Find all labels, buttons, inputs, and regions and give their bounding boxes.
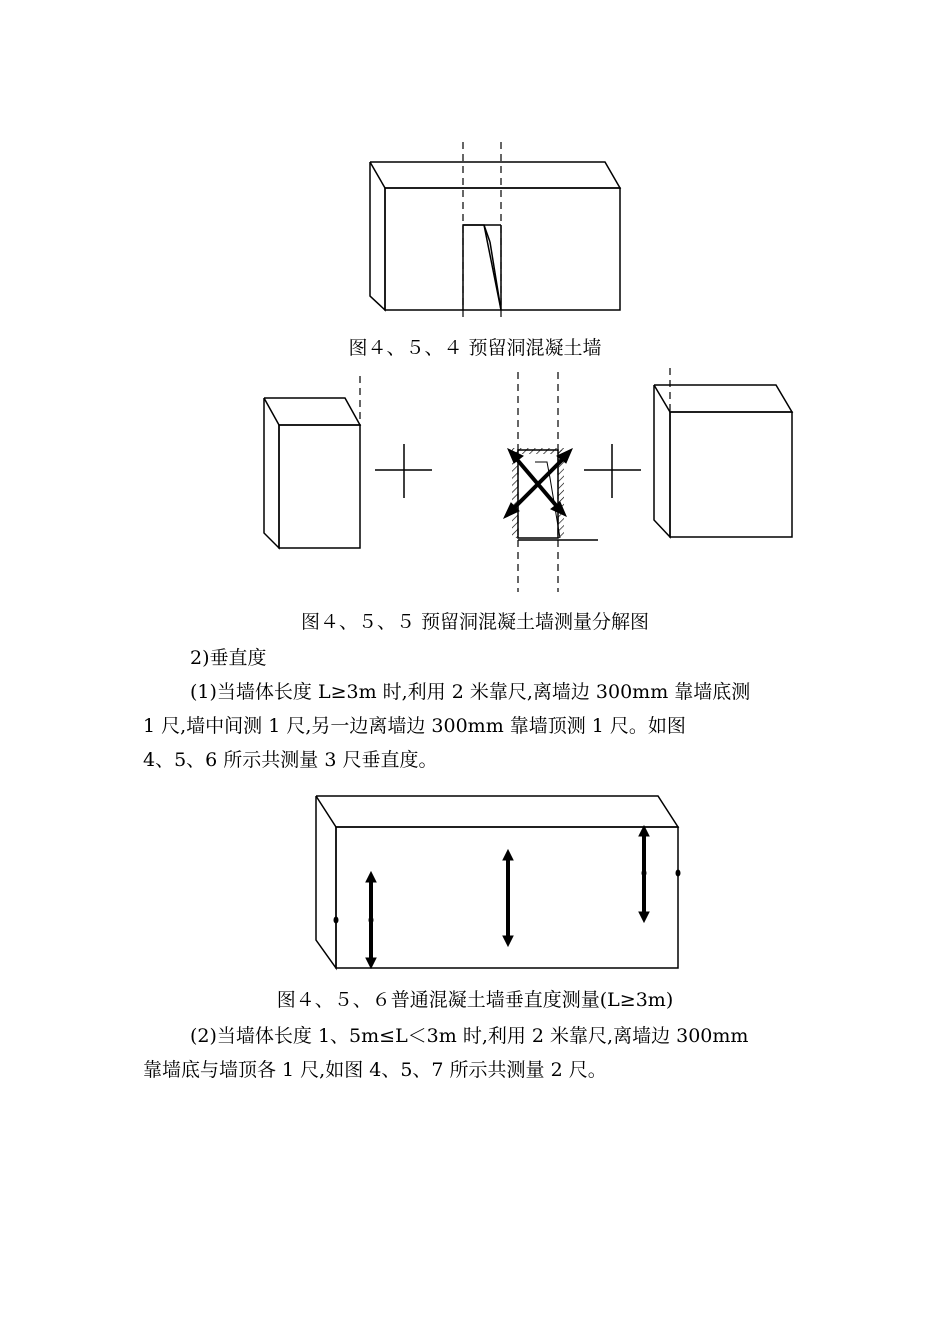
caption-fig-4-5-6: 图４、５、６普通混凝土墙垂直度测量(L≥3m) <box>276 989 674 1011</box>
paragraph-1-line-2: 1 尺,墙中间测 1 尺,另一边离墙边 300mm 靠墙顶测 1 尺。如图 <box>143 715 686 737</box>
paragraph-1-line-1: (1)当墙体长度 L≥3m 时,利用 2 米靠尺,离墙边 300mm 靠墙底测 <box>190 681 751 703</box>
heading-verticality: 2)垂直度 <box>190 647 267 669</box>
ruler-middle <box>503 850 513 946</box>
paragraph-2-line-2: 靠墙底与墙顶各 1 尺,如图 4、5、7 所示共测量 2 尺。 <box>143 1059 607 1081</box>
paragraph-1-line-3: 4、5、6 所示共测量 3 尺垂直度。 <box>143 749 438 771</box>
caption-fig-4-5-5: 图４、５、５ 预留洞混凝土墙测量分解图 <box>300 611 650 633</box>
paragraph-2-line-1: (2)当墙体长度 1、5m≤L＜3m 时,利用 2 米靠尺,离墙边 300mm <box>190 1025 749 1047</box>
caption-fig-4-5-4: 图４、５、４ 预留洞混凝土墙 <box>348 337 602 359</box>
wall-top-face <box>316 796 678 827</box>
